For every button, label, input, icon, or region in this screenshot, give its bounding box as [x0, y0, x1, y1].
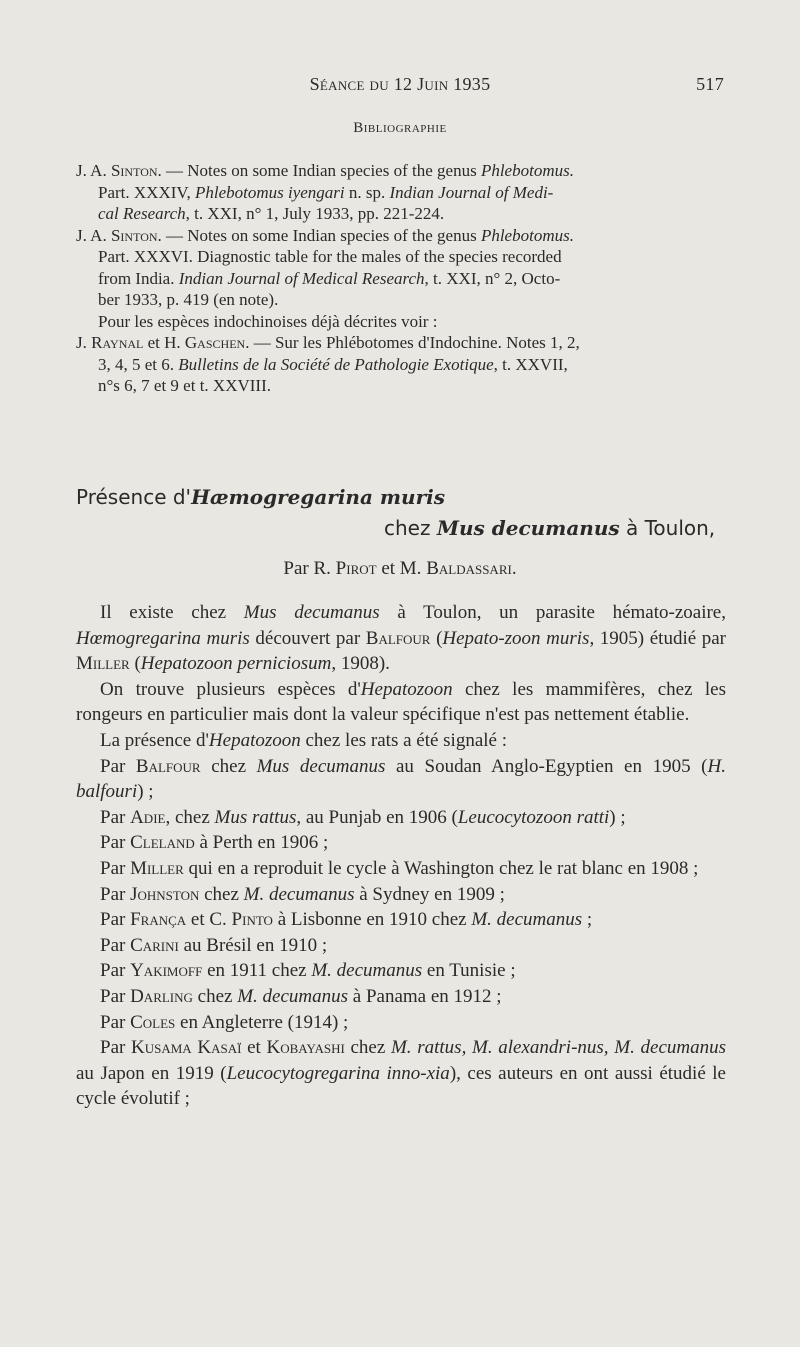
bibliography-entry: J. A. Sinton. — Notes on some Indian species of the genus Phlebotomus. Part. XXXVI. Diagnostic table for the males of the species recorded from India. Indian Journal of Medical Research, t. XXI, n° 2, Octo- ber 1933, p. 419 (en note). [76, 225, 574, 309]
author-name: Gaschen [184, 333, 246, 352]
article-title-line-1: Présence d'Hæmogregarina muris [76, 485, 445, 509]
paragraph: La présence d'Hepatozoon chez les rats a été signalé : [100, 729, 508, 751]
list-item: Par Carini au Brésil en 1910 ; [100, 934, 328, 956]
bibliography-entry: J. Raynal et H. Gaschen. — Sur les Phlébotomes d'Indochine. Notes 1, 2, 3, 4, 5 et 6. Bulletins de la Société de Pathologie Exotique, t. XXVII, n°s 6, 7 et 9 et t. XXVIII. [76, 333, 580, 395]
list-item: Par Miller qui en a reproduit le cycle à Washington chez le rat blanc en 1908 ; [100, 857, 699, 879]
list-item: Par Adie, chez Mus rattus, au Punjab en 1906 (Leucocytozoon ratti) ; [100, 806, 626, 828]
list-item: Par Coles en Angleterre (1914) ; [100, 1011, 349, 1033]
header-title: Séance du 12 Juin 1935 [309, 74, 491, 94]
author-name: Sinton [110, 161, 158, 180]
list-item: Par Darling chez M. decumanus à Panama en 1912 ; [100, 985, 502, 1007]
page-number: 517 [696, 74, 724, 94]
bibliography-heading: Bibliographie [353, 120, 447, 136]
author-name: Sinton [110, 225, 158, 245]
paragraph: On trouve plusieurs espèces d'Hepatozoon chez les mammifères, chez les rongeurs en particulier mais dont la valeur spécifique n'est pas nettement établie. [76, 678, 726, 726]
author-name: Raynal [91, 333, 144, 352]
list-item: Par Balfour chez Mus decumanus au Soudan Anglo-Egyptien en 1905 (H. balfouri) ; [76, 755, 726, 803]
bibliography [76, 160, 726, 397]
running-header [76, 74, 724, 104]
article-body [76, 600, 726, 1112]
list-item: Par Johnston chez M. decumanus à Sydney en 1909 ; [100, 883, 505, 905]
list-item: Par Yakimoff en 1911 chez M. decumanus en Tunisie ; [100, 960, 516, 982]
article-authors: Par R. Pirot et M. Baldassari. [283, 558, 517, 579]
list-item: Par Kusama Kasaï et Kobayashi chez M. rattus, M. alexandri-nus, M. decumanus au Japon en 1919 (Leucocytogregarina inno-xia), ces auteurs en ont aussi étudié le cycle évolutif ; [76, 1037, 726, 1110]
paragraph: Il existe chez Mus decumanus à Toulon, un parasite hémato-zoaire, Hœmogregarina muris découvert par Balfour (Hepato-zoon muris, 1905) étudié par Miller (Hepatozoon perniciosum, 1908). [76, 602, 727, 675]
list-item: Par Cleland à Perth en 1906 ; [100, 832, 329, 854]
list-item: Par França et C. Pinto à Lisbonne en 1910 chez M. decumanus ; [100, 909, 593, 931]
bibliography-entry: J. A. Sinton. — Notes on some Indian species of the genus Phlebotomus. Part. XXXIV, Phlebotomus iyengari n. sp. Indian Journal of Medi- cal Research, t. XXI, n° 1, July 1933, pp. 221-224. [76, 161, 574, 223]
article-title-line-2: chez Mus decumanus à Toulon, [384, 516, 716, 540]
bibliography-note: Pour les espèces indochinoises déjà décrites voir : [98, 311, 438, 331]
